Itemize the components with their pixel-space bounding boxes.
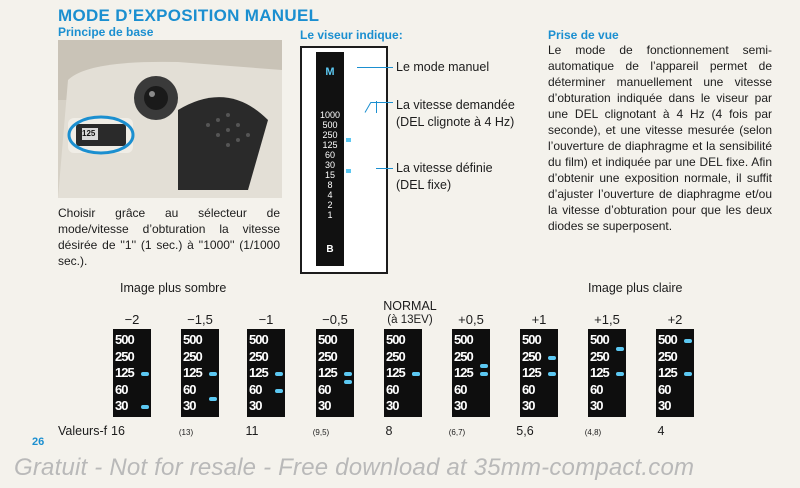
scale-card-speed: 500	[115, 332, 134, 347]
scale-card	[247, 329, 285, 417]
scale-card-speed: 500	[386, 332, 405, 347]
measured-led	[412, 372, 420, 376]
f-value: 11	[245, 424, 259, 438]
scale-card-speed: 250	[115, 348, 134, 364]
speed-value: 1	[327, 210, 333, 220]
leader-demanded	[371, 102, 393, 103]
speed-value: 8	[327, 180, 333, 190]
scale-card-speed: 250	[318, 348, 337, 364]
scale-card-speed: 60	[658, 381, 671, 397]
photo-badge: 125	[82, 129, 96, 138]
scale-card-speed: 60	[590, 381, 603, 397]
leader-defined	[376, 168, 393, 169]
normal-label-line1: NORMAL	[383, 299, 437, 313]
scale-card	[181, 329, 219, 417]
ev-value: −1	[258, 312, 274, 327]
normal-label-line2: (à 13EV)	[387, 314, 433, 326]
scale-card-speed: 500	[658, 332, 677, 347]
scale-card-speed: 30	[115, 398, 128, 413]
f-value: 5,6	[516, 424, 534, 438]
scale-card-speed: 250	[183, 348, 202, 364]
measured-led	[684, 339, 692, 343]
label-demanded-line1: La vitesse demandée	[396, 98, 515, 112]
scale-card	[316, 329, 354, 417]
speed-value: 1000	[319, 110, 341, 120]
label-defined-line2: (DEL fixe)	[396, 178, 452, 192]
measured-led	[616, 347, 624, 351]
label-defined	[396, 160, 493, 194]
scale-card-speed: 30	[454, 398, 467, 413]
scale-card-speed: 125	[318, 365, 337, 380]
page-number: 26	[32, 436, 45, 448]
viewfinder-heading: Le viseur indique:	[300, 28, 403, 42]
measured-led	[344, 380, 352, 384]
scale-card-speed: 30	[318, 398, 331, 413]
blinking-led	[209, 372, 217, 376]
normal-label	[374, 299, 446, 327]
scale-card-speed: 30	[658, 398, 671, 413]
f-value: 16	[111, 424, 125, 438]
ev-value: +2	[667, 312, 683, 327]
scale-card-speed: 125	[454, 365, 473, 380]
speed-scale	[316, 110, 344, 220]
measured-led	[548, 356, 556, 360]
scale-card-speed: 60	[249, 381, 262, 397]
prise-text: Le mode de fonctionnement semi-automatique de l’appareil permet de déterminer manuellement une vitesse d’obturation indiquée dans le viseur par une DEL clignotant à 4 Hz (4 fois par seconde), et une vitesse mesurée (selon l’ouverture de diaphragme et la sensibilité du film) et indiquée par une DEL fixe. Afin d’obtenir une exposition normale, il suffit d’ajuster l’ouverture de diaphragme et/ou la vitesse d’obturation pour que les deux diodes se superposent.	[548, 43, 772, 233]
scale-card-speed: 125	[115, 365, 134, 380]
scale-card-speed: 60	[386, 381, 399, 397]
scale-card-speed: 60	[454, 381, 467, 397]
label-demanded	[396, 97, 515, 131]
speed-value: 500	[322, 120, 338, 130]
scale-card-speed: 60	[115, 381, 128, 397]
scale-card-speed: 500	[183, 332, 202, 347]
f-value: (9,5)	[312, 428, 330, 437]
blinking-led	[275, 372, 283, 376]
scale-card-speed: 500	[522, 332, 541, 347]
scale-card-speed: 250	[658, 348, 677, 364]
ev-value: +1,5	[594, 312, 620, 327]
scale-card-speed: 500	[454, 332, 473, 347]
viewfinder-diagram	[300, 46, 388, 274]
label-demanded-line2: (DEL clignote à 4 Hz)	[396, 115, 515, 129]
speed-value: 2	[327, 200, 333, 210]
scale-card-speed: 125	[183, 365, 202, 380]
scale-card	[656, 329, 694, 417]
scale-card-speed: 60	[183, 381, 196, 397]
bulb-indicator: B	[326, 244, 334, 255]
ev-value: −2	[124, 312, 140, 327]
leader-demanded-v	[376, 101, 377, 113]
scale-card-speed: 500	[590, 332, 609, 347]
watermark: Gratuit - Not for resale - Free download at 35mm-compact.com	[14, 454, 695, 481]
scale-card	[452, 329, 490, 417]
ev-value: −1,5	[187, 312, 213, 327]
scale-card-speed: 30	[386, 398, 399, 413]
scale-card-speed: 250	[454, 348, 473, 364]
measured-led	[209, 397, 217, 401]
blinking-led	[684, 372, 692, 376]
speed-value: 30	[324, 160, 335, 170]
blinking-led	[548, 372, 556, 376]
left-subtitle: Principe de base	[58, 25, 154, 39]
mode-indicator: M	[325, 66, 335, 78]
f-values-label: Valeurs-f	[58, 424, 108, 438]
speed-value: 15	[324, 170, 335, 180]
f-value: 8	[385, 424, 393, 438]
label-defined-line1: La vitesse définie	[396, 161, 493, 175]
scale-card-speed: 125	[590, 365, 609, 380]
scale-card-speed: 125	[522, 365, 541, 380]
scale-card-speed: 500	[249, 332, 268, 347]
scale-card-speed: 30	[183, 398, 196, 413]
scale-card-speed: 250	[249, 348, 268, 364]
ev-value: +0,5	[458, 312, 484, 327]
scale-card-speed: 125	[249, 365, 268, 380]
speed-value: 4	[327, 190, 333, 200]
label-mode: Le mode manuel	[396, 60, 490, 74]
f-value: (13)	[178, 428, 194, 437]
page-title: MODE D’EXPOSITION MANUEL	[58, 6, 320, 25]
scale-card	[384, 329, 422, 417]
scale-card-speed: 250	[590, 348, 609, 364]
prise-heading: Prise de vue	[548, 28, 619, 42]
ev-value: +1	[531, 312, 547, 327]
f-value: (4,8)	[584, 428, 602, 437]
scale-card-speed: 30	[522, 398, 535, 413]
speed-value: 250	[322, 130, 338, 140]
scale-card	[113, 329, 151, 417]
scale-card-speed: 250	[386, 348, 405, 364]
measured-led	[480, 364, 488, 368]
blinking-led	[616, 372, 624, 376]
blinking-led	[344, 372, 352, 376]
darker-label: Image plus sombre	[120, 281, 227, 295]
speed-value: 60	[324, 150, 335, 160]
left-caption: Choisir grâce au sélecteur de mode/vitesse d’obturation la vitesse désirée de ''1'' (1 sec.) à ''1000'' (1/1000 sec.).	[58, 206, 280, 268]
f-value: 4	[657, 424, 665, 438]
camera-illustration	[58, 40, 282, 198]
scale-card-speed: 60	[318, 381, 331, 397]
scale-card-speed: 125	[658, 365, 677, 380]
scale-card-speed: 60	[522, 381, 535, 397]
scale-card-speed: 30	[249, 398, 262, 413]
ev-value: −0,5	[322, 312, 348, 327]
lighter-label: Image plus claire	[588, 281, 683, 295]
measured-led	[275, 389, 283, 393]
blinking-led	[141, 372, 149, 376]
viewfinder-display	[316, 52, 344, 266]
fixed-led	[346, 169, 351, 173]
scale-card-speed: 30	[590, 398, 603, 413]
scale-card-speed: 125	[386, 365, 405, 380]
blinking-led	[480, 372, 488, 376]
scale-card-speed: 500	[318, 332, 337, 347]
measured-led	[141, 405, 149, 409]
speed-value: 125	[322, 140, 338, 150]
scale-card	[588, 329, 626, 417]
camera-photo	[58, 40, 282, 198]
scale-card-speed: 250	[522, 348, 541, 364]
leader-mode	[357, 67, 393, 68]
blinking-led	[346, 138, 351, 142]
scale-card	[520, 329, 558, 417]
f-value: (6,7)	[448, 428, 466, 437]
